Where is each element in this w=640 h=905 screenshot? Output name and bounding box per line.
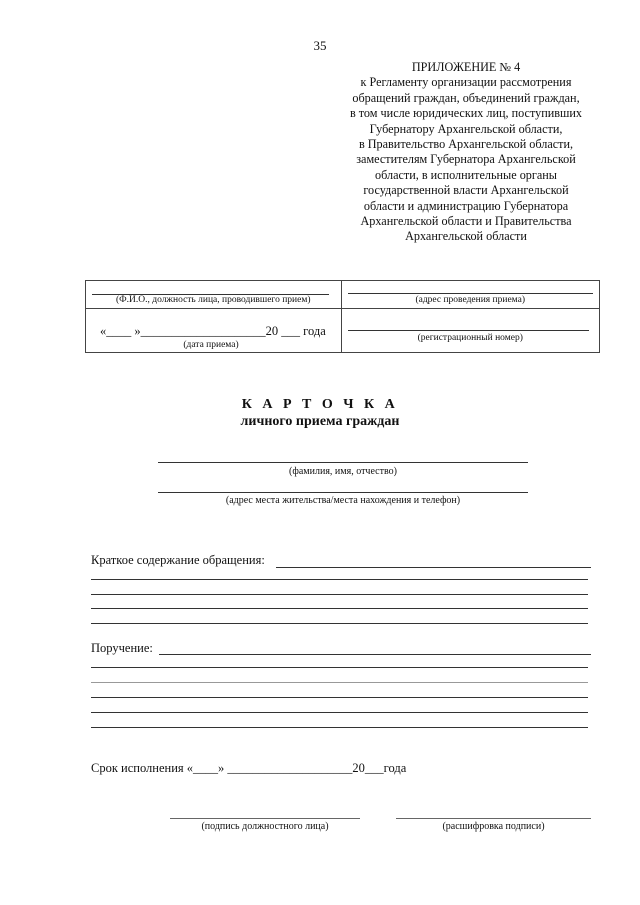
date-cell xyxy=(86,309,342,353)
summary-fill-line[interactable] xyxy=(91,608,588,609)
appendix-line: Архангельской области xyxy=(405,229,527,244)
fio-fill-line[interactable] xyxy=(158,462,528,463)
summary-fill-line[interactable] xyxy=(91,623,588,624)
appendix-line: государственной власти Архангельской xyxy=(363,183,569,198)
citizen-address-fill-line[interactable] xyxy=(158,492,528,493)
citizen-address-caption: (адрес места жительства/места нахождения и телефон) xyxy=(225,495,461,506)
official-cell xyxy=(86,281,342,309)
card-subtitle: личного приема граждан xyxy=(240,414,400,429)
instruction-fill-line[interactable] xyxy=(91,667,588,668)
address-caption: (адрес проведения приема) xyxy=(415,295,526,305)
instruction-fill-line[interactable] xyxy=(91,712,588,713)
registration-table xyxy=(85,280,600,353)
appendix-header xyxy=(328,60,604,245)
instruction-fill-line[interactable] xyxy=(91,697,588,698)
decoding-caption: (расшифровка подписи) xyxy=(442,821,545,832)
date-line[interactable]: «____ »____________________20 ___ года xyxy=(100,324,326,338)
instruction-label: Поручение: xyxy=(91,641,153,655)
address-cell xyxy=(341,281,600,309)
address-fill-line[interactable] xyxy=(348,293,594,294)
appendix-line: Губернатору Архангельской области, xyxy=(369,121,563,136)
decoding-fill-line[interactable] xyxy=(396,818,591,819)
deadline-line[interactable]: Срок исполнения «____» ____________________20___года xyxy=(91,761,407,775)
summary-fill-line[interactable] xyxy=(91,594,588,595)
reg-number-caption: (регистрационный номер) xyxy=(417,333,523,343)
reg-number-fill-line[interactable] xyxy=(348,330,590,331)
signature-caption: (подпись должностного лица) xyxy=(201,821,329,832)
summary-label: Краткое содержание обращения: xyxy=(91,553,265,567)
fio-caption: (фамилия, имя, отчество) xyxy=(289,466,397,477)
summary-fill-line[interactable] xyxy=(276,567,591,568)
instruction-fill-line[interactable] xyxy=(91,727,588,728)
summary-fill-line[interactable] xyxy=(91,579,588,580)
page-number: 35 xyxy=(313,38,327,53)
appendix-line: в том числе юридических лиц, поступивших xyxy=(349,106,583,121)
appendix-line: области, в исполнительные органы xyxy=(375,167,557,182)
appendix-line: области и администрацию Губернатора xyxy=(363,198,569,213)
appendix-line: обращений граждан, объединений граждан, xyxy=(352,90,580,105)
official-caption: (Ф.И.О., должность лица, проводившего прием) xyxy=(115,295,311,305)
signature-fill-line[interactable] xyxy=(170,818,360,819)
appendix-line: к Регламенту организации рассмотрения xyxy=(360,75,572,90)
instruction-fill-line[interactable] xyxy=(91,682,588,683)
appendix-line: Архангельской области и Правительства xyxy=(360,214,572,229)
instruction-fill-line[interactable] xyxy=(159,654,591,655)
appendix-line: заместителям Губернатора Архангельской xyxy=(356,152,576,167)
card-title: К А Р Т О Ч К А xyxy=(241,397,399,412)
date-caption: (дата приема) xyxy=(183,340,239,350)
appendix-title: ПРИЛОЖЕНИЕ № 4 xyxy=(411,60,521,74)
appendix-line: в Правительство Архангельской области, xyxy=(358,137,574,152)
reg-number-cell xyxy=(341,309,600,353)
